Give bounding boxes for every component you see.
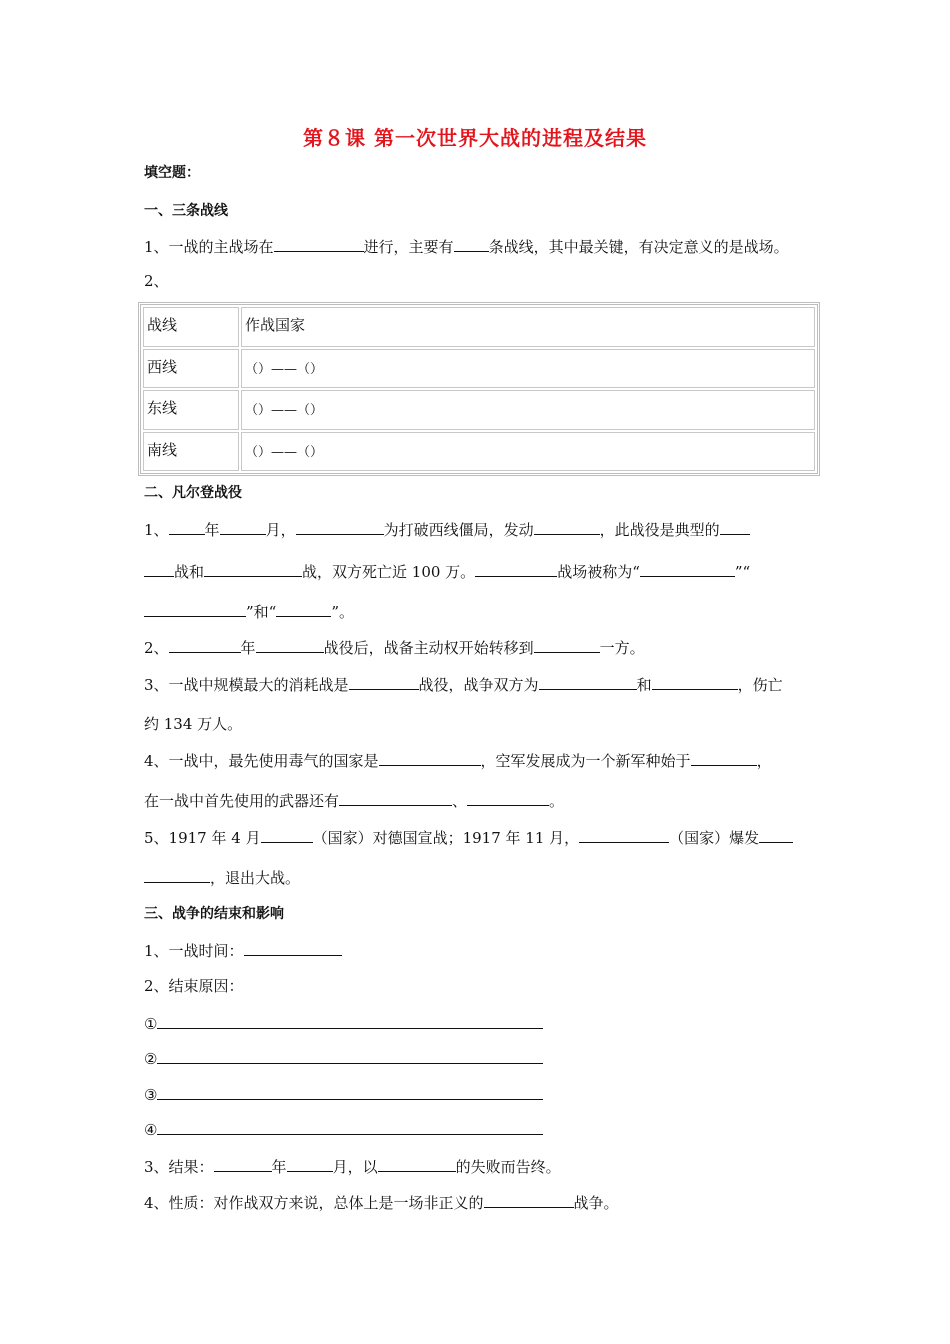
table-header-cell: 作战国家 xyxy=(241,307,815,347)
text: 1、 xyxy=(144,521,169,539)
answer-blank[interactable] xyxy=(467,789,549,806)
s3-question-1 xyxy=(144,939,342,962)
answer-blank[interactable] xyxy=(144,866,210,883)
table-header-row xyxy=(143,307,815,347)
text: 月，以 xyxy=(332,1158,378,1176)
s2-question-1-line-2 xyxy=(144,560,750,583)
answer-blank[interactable] xyxy=(157,1118,543,1135)
heading-fill-in: 填空题： xyxy=(144,165,200,181)
text: ，退出大战。 xyxy=(210,869,301,887)
answer-blank[interactable] xyxy=(339,789,452,806)
answer-blank[interactable] xyxy=(379,749,481,766)
s3-question-3 xyxy=(144,1155,561,1178)
text: 在一战中首先使用的武器还有 xyxy=(144,792,340,810)
reason-line xyxy=(144,1012,543,1035)
s2-question-1-line-3 xyxy=(144,600,354,623)
section2-heading: 二、凡尔登战役 xyxy=(144,485,242,501)
answer-blank[interactable] xyxy=(157,1047,543,1064)
answer-blank[interactable] xyxy=(691,749,757,766)
text: 1、一战的主战场在 xyxy=(144,238,274,256)
s2-question-3 xyxy=(144,673,783,696)
front-cell: 南线 xyxy=(143,432,239,472)
answer-blank[interactable] xyxy=(539,673,637,690)
answer-blank[interactable] xyxy=(144,600,246,617)
answer-blank[interactable] xyxy=(157,1012,543,1029)
text: 4、一战中，最先使用毒气的国家是 xyxy=(144,752,379,770)
table-row xyxy=(143,390,815,430)
s3-question-4 xyxy=(144,1191,619,1214)
answer-blank[interactable] xyxy=(534,518,600,535)
text: 战，双方死亡近 100 万。 xyxy=(302,563,476,581)
answer-blank[interactable] xyxy=(378,1155,456,1172)
text: ，此战役是典型的 xyxy=(599,521,720,539)
text: ④ xyxy=(144,1121,158,1139)
text: ② xyxy=(144,1050,158,1068)
text: 条战线，其中最关键，有决定意义的是战场。 xyxy=(488,238,789,256)
answer-blank[interactable] xyxy=(157,1083,543,1100)
s2-question-5-line-2 xyxy=(144,866,300,889)
text: 4、性质：对作战双方来说，总体上是一场非正义的 xyxy=(144,1194,484,1212)
page-title: 第８课 第一次世界大战的进程及结果 xyxy=(303,126,647,150)
text: 进行，主要有 xyxy=(363,238,454,256)
text: 年 xyxy=(240,639,256,657)
text: 3、结果： xyxy=(144,1158,214,1176)
s2-question-1-line-1 xyxy=(144,518,750,541)
answer-blank[interactable] xyxy=(244,939,342,956)
text: 年 xyxy=(271,1158,287,1176)
answer-blank[interactable] xyxy=(484,1191,574,1208)
answer-blank[interactable] xyxy=(214,1155,272,1172)
text: 5、1917 年 4 月 xyxy=(144,829,261,847)
s2-question-5 xyxy=(144,826,793,849)
text: 的失败而告终。 xyxy=(455,1158,561,1176)
s3-question-2: 2、结束原因： xyxy=(144,977,244,995)
answer-blank[interactable] xyxy=(534,636,600,653)
answer-blank[interactable] xyxy=(256,636,324,653)
answer-blank[interactable] xyxy=(640,560,735,577)
answer-blank[interactable] xyxy=(720,518,750,535)
text: 战役，战争双方为 xyxy=(418,676,539,694)
answer-blank[interactable] xyxy=(759,826,793,843)
answer-blank[interactable] xyxy=(579,826,669,843)
text: 3、一战中规模最大的消耗战是 xyxy=(144,676,349,694)
answer-blank[interactable] xyxy=(169,636,241,653)
answer-blank[interactable] xyxy=(287,1155,333,1172)
answer-blank[interactable] xyxy=(475,560,557,577)
front-cell: 西线 xyxy=(143,349,239,389)
answer-blank[interactable] xyxy=(220,518,266,535)
section1-heading: 一、三条战线 xyxy=(144,203,228,219)
text: 月， xyxy=(265,521,296,539)
section3-heading: 三、战争的结束和影响 xyxy=(144,906,284,922)
table-row xyxy=(143,349,815,389)
text: ”和“ xyxy=(246,603,277,621)
text: 战役后，战备主动权开始转移到 xyxy=(323,639,534,657)
reason-line xyxy=(144,1047,543,1070)
battle-fronts-table xyxy=(138,302,820,476)
s1-question-1 xyxy=(144,235,789,258)
table-row xyxy=(143,432,815,472)
text: （国家）爆发 xyxy=(669,829,760,847)
answer-blank[interactable] xyxy=(144,560,174,577)
table-header-cell: 战线 xyxy=(143,307,239,347)
s2-question-4-line-2 xyxy=(144,789,564,812)
text: 战和 xyxy=(174,563,205,581)
text: 、 xyxy=(452,792,468,810)
s2-question-2 xyxy=(144,636,645,659)
answer-blank[interactable] xyxy=(296,518,384,535)
text: 战场被称为“ xyxy=(557,563,640,581)
text: 2、 xyxy=(144,639,169,657)
s2-question-4 xyxy=(144,749,772,772)
reason-line xyxy=(144,1118,543,1141)
text: 和 xyxy=(636,676,652,694)
text: 年 xyxy=(204,521,220,539)
answer-blank[interactable] xyxy=(261,826,313,843)
s2-question-3-line-2: 约 134 万人。 xyxy=(144,715,243,733)
text: ，伤亡 xyxy=(737,676,783,694)
text: ① xyxy=(144,1015,158,1033)
answer-blank[interactable] xyxy=(276,600,331,617)
reason-line xyxy=(144,1083,543,1106)
countries-cell[interactable]: （）——（） xyxy=(241,432,815,472)
text: 。 xyxy=(549,792,565,810)
answer-blank[interactable] xyxy=(652,673,738,690)
text: 1、一战时间： xyxy=(144,942,244,960)
text: 战争。 xyxy=(573,1194,619,1212)
text: 为打破西线僵局，发动 xyxy=(383,521,534,539)
s1-question-2: 2、 xyxy=(144,272,169,290)
text: ， xyxy=(756,752,772,770)
answer-blank[interactable] xyxy=(349,673,419,690)
text: ”。 xyxy=(331,603,355,621)
answer-blank[interactable] xyxy=(454,235,489,252)
text: ，空军发展成为一个新军种始于 xyxy=(480,752,691,770)
answer-blank[interactable] xyxy=(169,518,205,535)
text: 一方。 xyxy=(599,639,645,657)
answer-blank[interactable] xyxy=(274,235,364,252)
text: ③ xyxy=(144,1086,158,1104)
answer-blank[interactable] xyxy=(204,560,302,577)
countries-cell[interactable]: （）——（） xyxy=(241,390,815,430)
text: （国家）对德国宣战；1917 年 11 月， xyxy=(312,829,580,847)
text: ”“ xyxy=(734,563,751,581)
front-cell: 东线 xyxy=(143,390,239,430)
countries-cell[interactable]: （）——（） xyxy=(241,349,815,389)
